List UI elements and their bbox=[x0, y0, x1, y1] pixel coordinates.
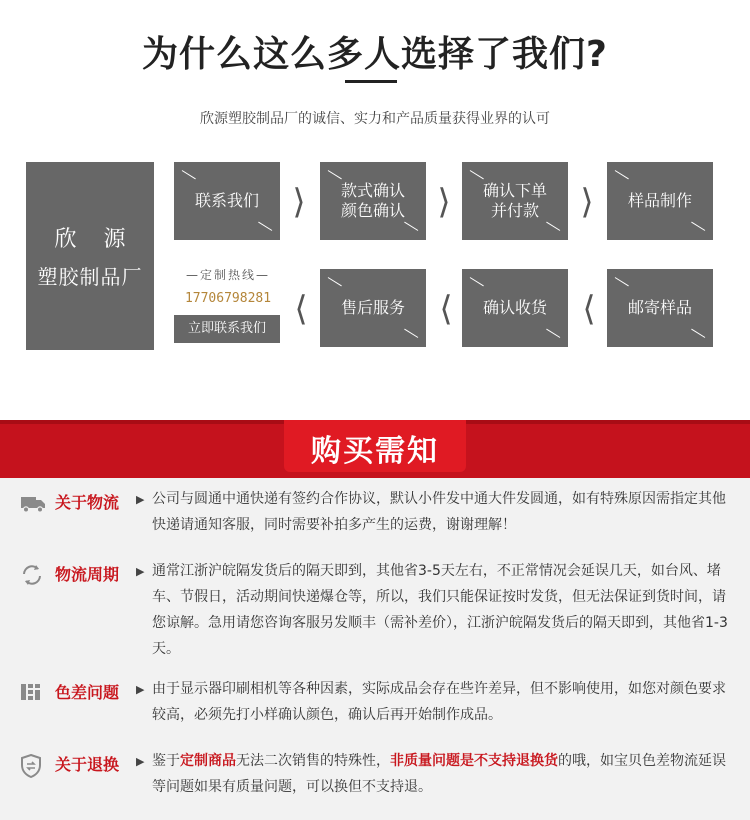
page-subtitle: 欣源塑胶制品厂的诚信、实力和产品质量获得业界的认可 bbox=[200, 111, 550, 127]
notice-text bbox=[152, 748, 730, 800]
triangle-icon: ▶ bbox=[136, 683, 145, 696]
shield-icon bbox=[20, 754, 46, 778]
arrow-left-icon: ⟨ bbox=[582, 289, 596, 329]
step-label: 款式确认 颜色确认 bbox=[340, 181, 405, 220]
return-text-3: 的哦，如宝贝色差物流延误等问题如果有质量问题，可以换但不支持退。 bbox=[152, 753, 726, 795]
notice-text: 公司与圆通中通快递有签约合作协议，默认小件发中通大件发圆通，如有特殊原因需指定其他快递请通知客服，同时需要补拍多产生的运费，谢谢理解！ bbox=[152, 491, 726, 533]
arrow-right-icon: ⟩ bbox=[437, 182, 451, 222]
return-text-2: 无法二次销售的特殊性， bbox=[236, 753, 390, 769]
step-contact-us bbox=[174, 162, 280, 240]
step-label: 邮寄样品 bbox=[627, 298, 692, 317]
arrow-left-icon: ⟨ bbox=[439, 289, 453, 329]
hotline-phone[interactable]: 17706798281 bbox=[184, 291, 272, 306]
triangle-icon: ▶ bbox=[136, 565, 145, 578]
step-confirm-receipt bbox=[462, 269, 568, 347]
return-text-custom: 定制商品 bbox=[180, 753, 236, 769]
triangle-icon: ▶ bbox=[136, 493, 145, 506]
step-place-order bbox=[462, 162, 568, 240]
arrow-right-icon: ⟩ bbox=[292, 182, 306, 222]
factory-type: 塑胶制品厂 bbox=[37, 265, 143, 289]
arrow-right-icon: ⟩ bbox=[580, 182, 594, 222]
return-text-1: 鉴于 bbox=[152, 753, 180, 769]
banner-title: 购买需知 bbox=[311, 434, 439, 469]
notice-text: 通常江浙沪皖隔发货后的隔天即到，其他省3-5天左右，不正常情况会延误几天，如台风、堵车、节假日，活动期间快递爆仓等，所以，我们只能保证按时发货，但无法保证到货时间，请您谅解。急用请您咨询客服另发顺丰（需补差价），江浙沪皖隔发货后的隔天即到，其他省1-3天。 bbox=[152, 563, 728, 657]
step-label: 售后服务 bbox=[340, 298, 405, 317]
notice-title: 物流周期 bbox=[55, 565, 120, 584]
step-label: 联系我们 bbox=[194, 191, 259, 210]
page-title: 为什么这么多人选择了我们? bbox=[142, 34, 608, 75]
step-label: 确认下单 并付款 bbox=[482, 181, 547, 220]
step-after-sales bbox=[320, 269, 426, 347]
step-label: 确认收货 bbox=[482, 298, 547, 317]
step-label: 样品制作 bbox=[627, 191, 692, 210]
hotline-label: —定制热线— bbox=[185, 268, 270, 282]
refresh-icon bbox=[20, 564, 46, 588]
arrow-left-icon: ⟨ bbox=[294, 289, 308, 329]
truck-icon bbox=[20, 492, 46, 516]
notice-text: 由于显示器印刷相机等各种因素，实际成品会存在些许差异，但不影响使用，如您对颜色要求较高，必须先打小样确认颜色，确认后再开始制作成品。 bbox=[152, 681, 726, 723]
step-confirm-style bbox=[320, 162, 426, 240]
triangle-icon: ▶ bbox=[136, 755, 145, 768]
notice-title: 色差问题 bbox=[55, 683, 120, 702]
notice-title: 关于物流 bbox=[55, 493, 120, 512]
step-mail-sample bbox=[607, 269, 713, 347]
contact-us-button[interactable]: 立即联系我们 bbox=[174, 315, 280, 343]
step-sample-making bbox=[607, 162, 713, 240]
return-text-nonquality: 非质量问题是不支持退换货 bbox=[390, 753, 558, 769]
factory-box bbox=[26, 162, 154, 350]
title-underline bbox=[345, 80, 397, 83]
notice-section bbox=[0, 478, 750, 820]
factory-name: 欣 源 bbox=[54, 227, 136, 252]
color-grid-icon bbox=[20, 682, 46, 706]
notice-title: 关于退换 bbox=[55, 755, 120, 774]
